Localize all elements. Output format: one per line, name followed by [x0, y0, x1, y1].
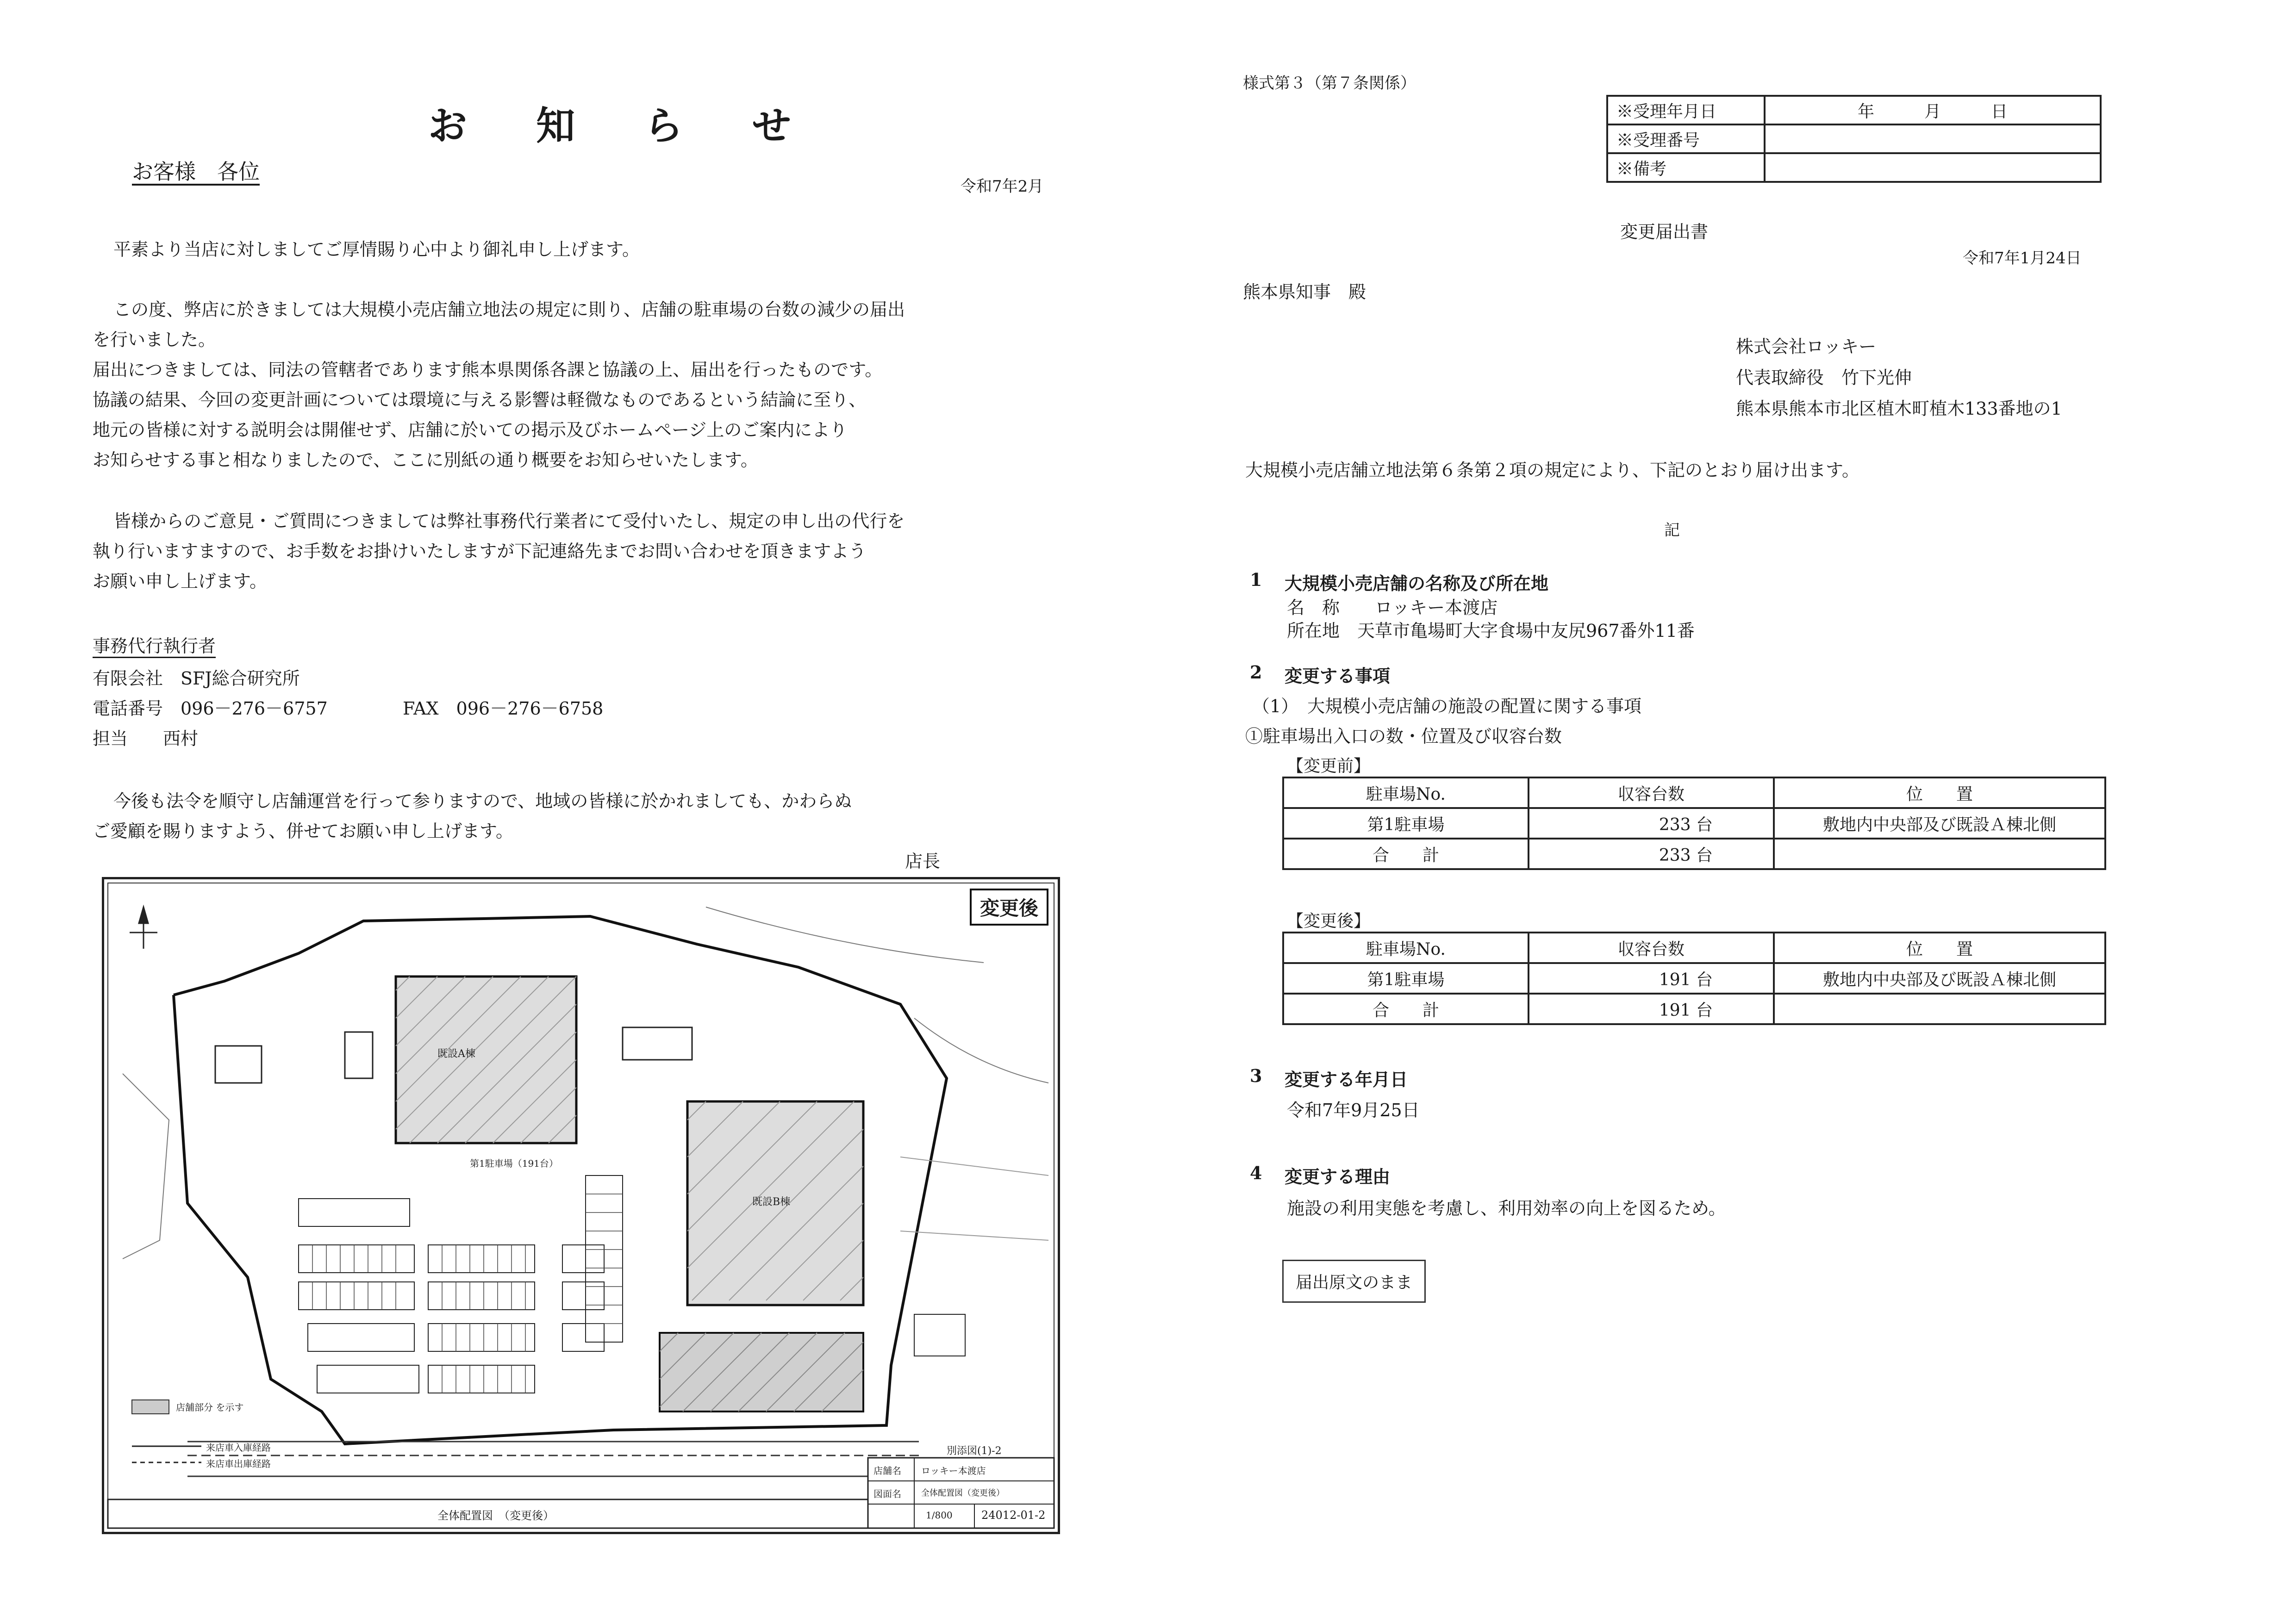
legend-entry-route: 来店車入庫経路 — [206, 1442, 271, 1453]
section-2-number: 2 — [1250, 662, 1262, 683]
cell-capacity: 233 台 — [1529, 839, 1774, 869]
notice-date: 令和7年2月 — [961, 177, 1044, 196]
cell-parking-no: 合 計 — [1283, 994, 1529, 1024]
statement: 大規模小売店舗立地法第６条第２項の規定により、下記のとおり届け出ます。 — [1245, 460, 1859, 480]
before-table — [1282, 777, 2106, 870]
title-block-drawing-label: 図面名 — [873, 1488, 901, 1499]
receipt-row — [1607, 96, 2101, 124]
header-parking-no: 駐車場No. — [1283, 777, 1529, 808]
paragraph-2-line-2: を行いました。 — [93, 330, 216, 350]
north-arrow-icon — [130, 907, 157, 949]
section-1-number: 1 — [1250, 569, 1262, 590]
ki-marker: 記 — [1664, 521, 1680, 540]
agent-contact: 担当 西村 — [93, 728, 199, 749]
cell-parking-no: 第1駐車場 — [1283, 963, 1529, 994]
agent-heading: 事務代行執行者 — [93, 636, 216, 656]
cell-parking-no: 第1駐車場 — [1283, 808, 1529, 839]
header-capacity: 収容台数 — [1529, 777, 1774, 808]
building-a — [396, 976, 576, 1143]
agent-fax: FAX 096－276－6758 — [403, 698, 604, 719]
receipt-row — [1607, 124, 2101, 153]
store-name: 名 称 ロッキー本渡店 — [1287, 597, 1498, 618]
form-date: 令和7年1月24日 — [1963, 249, 2082, 267]
closing-line-2: ご愛顧を賜りますよう、併せてお願い申し上げます。 — [93, 821, 513, 841]
cell-parking-no: 合 計 — [1283, 839, 1529, 869]
title-block-scale: 1/800 — [926, 1510, 953, 1521]
company-name: 株式会社ロッキー — [1736, 336, 1877, 357]
cell-capacity: 191 台 — [1529, 963, 1774, 994]
after-table — [1282, 932, 2106, 1025]
original-stamp: 届出原文のまま — [1282, 1260, 1426, 1303]
table-header-row — [1283, 777, 2105, 808]
paragraph-3-line-2: 執り行いますますので、お手数をお掛けいたしますが下記連絡先までお問い合わせを頂きますよう — [93, 541, 867, 561]
change-date: 令和7年9月25日 — [1287, 1100, 1420, 1120]
cell-location — [1774, 839, 2105, 869]
paragraph-3-line-3: お願い申し上げます。 — [93, 571, 267, 591]
salutation: お客様 各位 — [132, 159, 260, 184]
section-4-number: 4 — [1250, 1163, 1262, 1183]
title-block-drawing: 全体配置図（変更後） — [921, 1488, 1004, 1498]
section-4-title: 変更する理由 — [1285, 1166, 1391, 1187]
paragraph-3-line-1: 皆様からのご意見・ご質問につきましては弊社事務代行業者にて受付いたし、規定の申し出の代行を — [113, 511, 905, 531]
signature: 店長 — [905, 851, 941, 871]
paragraph-2-line-3: 届出につきましては、同法の管轄者であります熊本県関係各課と協議の上、届出を行ったものです。 — [93, 360, 883, 380]
building-a-label: 既設A棟 — [437, 1048, 475, 1060]
section-2-title: 変更する事項 — [1285, 665, 1391, 686]
title-block-number: 24012-01-2 — [981, 1509, 1046, 1522]
receipt-table — [1606, 95, 2102, 183]
receipt-label: ※受理番号 — [1607, 124, 1765, 153]
paragraph-2-line-5: 地元の皆様に対する説明会は開催せず、店舗に於いての掲示及びホームページ上のご案内により — [93, 420, 848, 440]
plan-caption: 全体配置図 （変更後） — [437, 1509, 554, 1522]
representative: 代表取締役 竹下光伸 — [1736, 367, 1912, 388]
title-block-store-label: 店舗名 — [873, 1465, 901, 1476]
cell-capacity: 191 台 — [1529, 994, 1774, 1024]
receipt-value — [1765, 153, 2101, 182]
before-label: 【変更前】 — [1287, 757, 1371, 776]
parking-label: 第1駐車場（191台） — [470, 1158, 558, 1169]
cell-location: 敷地内中央部及び既設Ａ棟北側 — [1774, 808, 2105, 839]
closing-line-1: 今後も法令を順守し店舗運営を行って参りますので、地域の皆様に於かれましても、かわらぬ — [113, 791, 852, 811]
section-1-title: 大規模小売店舗の名称及び所在地 — [1285, 573, 1549, 594]
plan-badge: 変更後 — [970, 889, 1048, 926]
receipt-label: ※受理年月日 — [1607, 96, 1765, 124]
header-parking-no: 駐車場No. — [1283, 933, 1529, 963]
header-location: 位 置 — [1774, 933, 2105, 963]
paragraph-2-line-1: この度、弊店に於きましては大規模小売店舗立地法の規定に則り、店舗の駐車場の台数の減少の届出 — [113, 299, 905, 320]
cell-location: 敷地内中央部及び既設Ａ棟北側 — [1774, 963, 2105, 994]
header-location: 位 置 — [1774, 777, 2105, 808]
section-3-title: 変更する年月日 — [1285, 1069, 1408, 1090]
receipt-value: 年 月 日 — [1765, 96, 2101, 124]
section-2-item: ①駐車場出入口の数・位置及び収容台数 — [1245, 726, 1562, 746]
agent-phone: 電話番号 096－276－6757 — [93, 698, 328, 719]
after-label: 【変更後】 — [1287, 912, 1371, 931]
store-location: 所在地 天草市亀場町大字食場中友尻967番外11番 — [1287, 621, 1695, 641]
section-2-subtitle: （1） 大規模小売店舗の施設の配置に関する事項 — [1252, 696, 1642, 716]
change-reason: 施設の利用実態を考慮し、利用効率の向上を図るため。 — [1287, 1198, 1726, 1219]
document-title: 変更届出書 — [1620, 222, 1709, 242]
receipt-label: ※備考 — [1607, 153, 1765, 182]
section-3-number: 3 — [1250, 1065, 1262, 1086]
notice-title: お 知 ら せ — [428, 103, 819, 149]
paragraph-2-line-6: お知らせする事と相なりましたので、ここに別紙の通り概要をお知らせいたします。 — [93, 450, 758, 470]
paragraph-1: 平素より当店に対しましてご厚情賜り心中より御礼申し上げます。 — [113, 239, 640, 260]
table-row — [1283, 839, 2105, 869]
cell-location — [1774, 994, 2105, 1024]
parking-stalls — [299, 1175, 623, 1393]
addressee: 熊本県知事 殿 — [1243, 282, 1366, 302]
site-plan-drawing — [104, 879, 1058, 1532]
title-block-store: ロッキー本渡店 — [921, 1465, 986, 1476]
plan-sheet-number: 別添図(1)-2 — [947, 1445, 1002, 1457]
table-row — [1283, 808, 2105, 839]
cell-capacity: 233 台 — [1529, 808, 1774, 839]
table-header-row — [1283, 933, 2105, 963]
receipt-row — [1607, 153, 2101, 182]
table-row — [1283, 994, 2105, 1024]
legend-exit-route: 来店車出庫経路 — [206, 1458, 271, 1469]
building-b-label: 既設B棟 — [752, 1196, 791, 1208]
company-address: 熊本県熊本市北区植木町植木133番地の1 — [1736, 398, 2062, 419]
legend-store: 店舗部分 を示す — [176, 1402, 244, 1413]
receipt-value — [1765, 124, 2101, 153]
form-label: 様式第３（第７条関係） — [1243, 74, 1416, 93]
table-row — [1283, 963, 2105, 994]
header-capacity: 収容台数 — [1529, 933, 1774, 963]
agent-company: 有限会社 SFJ総合研究所 — [93, 668, 300, 689]
site-plan — [102, 877, 1060, 1534]
paragraph-2-line-4: 協議の結果、今回の変更計画については環境に与える影響は軽微なものであるという結論に至り、 — [93, 390, 867, 410]
